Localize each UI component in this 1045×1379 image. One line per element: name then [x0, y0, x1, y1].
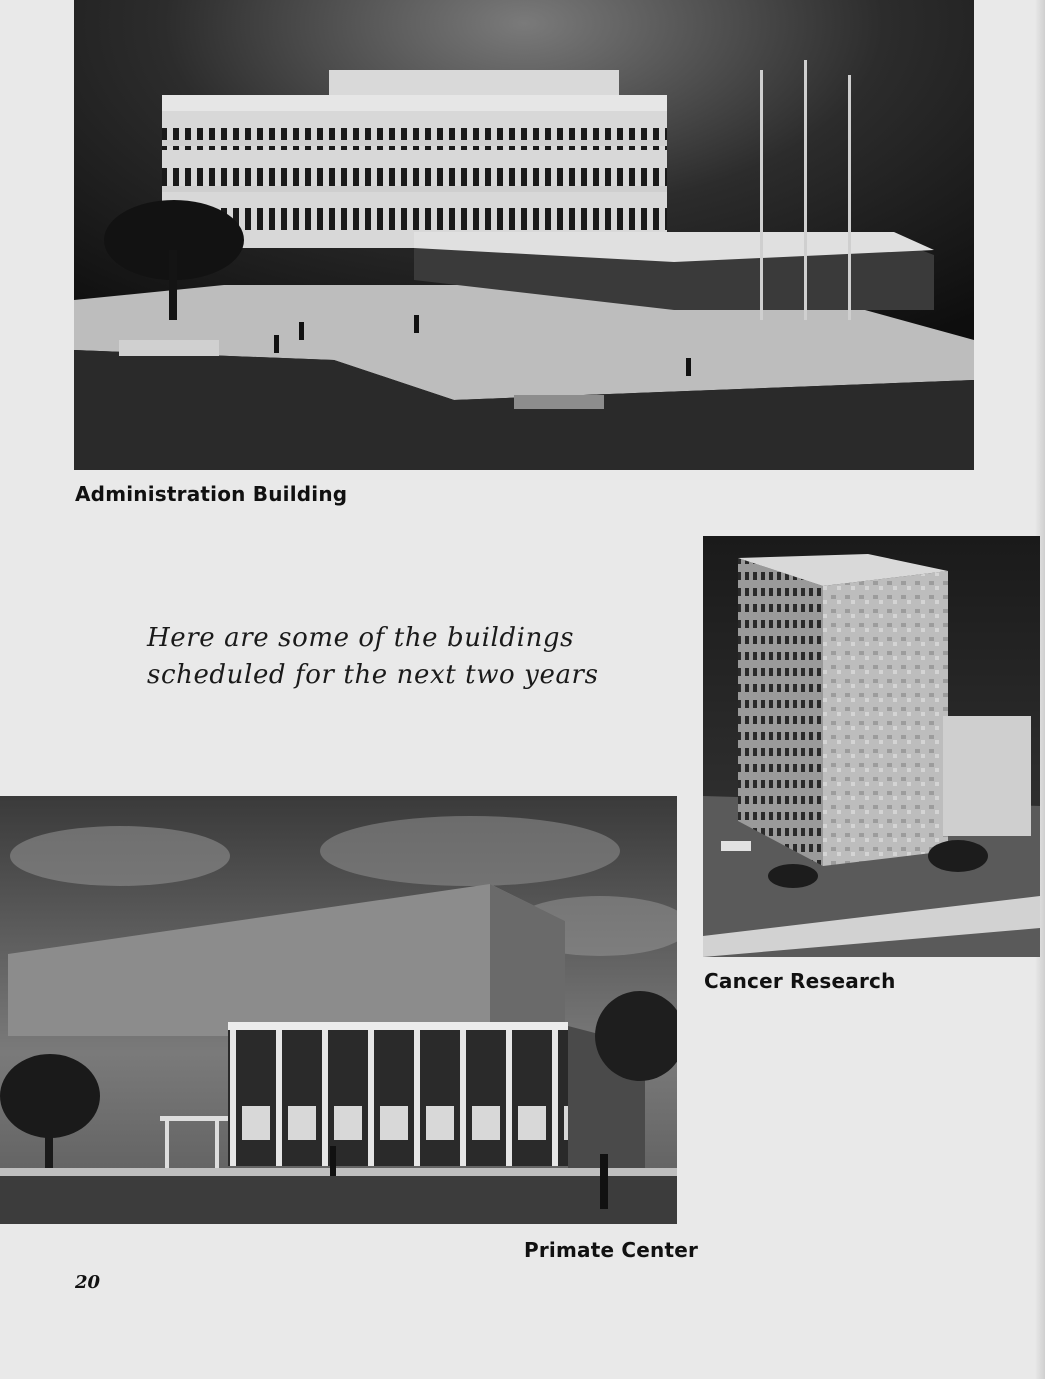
administration-building-photo — [74, 0, 974, 470]
page-headline — [147, 620, 599, 694]
primate-center-photo — [0, 796, 677, 1224]
cancer-research-photo — [703, 536, 1040, 957]
headline-line-1: Here are some of the buildings — [147, 623, 575, 653]
page-number: 20 — [75, 1272, 101, 1293]
caption-administration-building: Administration Building — [75, 482, 348, 506]
headline-line-2: scheduled for the next two years — [147, 660, 599, 690]
caption-primate-center: Primate Center — [524, 1238, 699, 1262]
caption-cancer-research: Cancer Research — [704, 969, 896, 993]
